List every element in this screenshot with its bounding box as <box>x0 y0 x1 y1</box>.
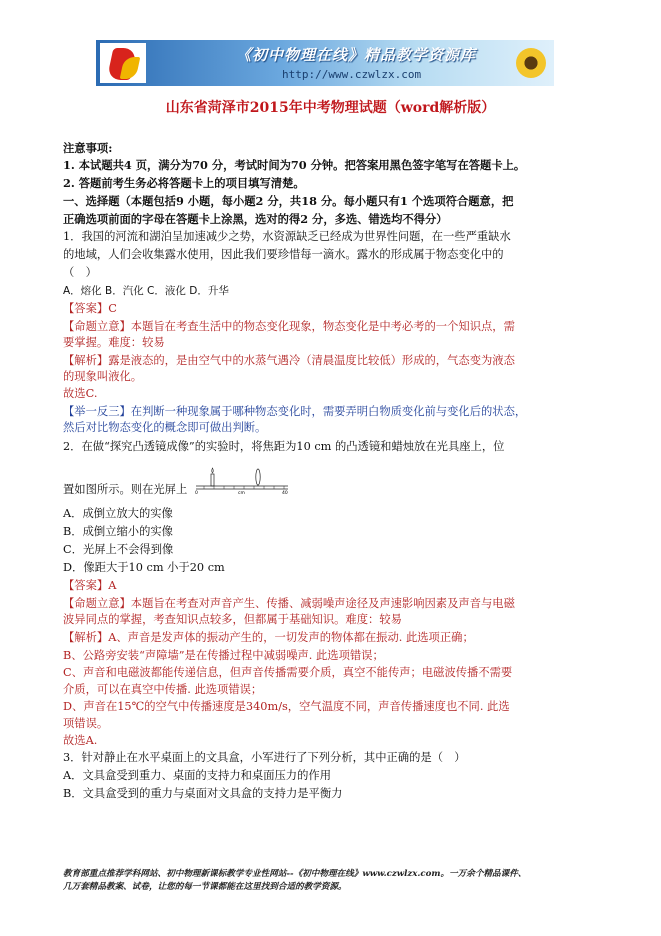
sunflower-icon <box>516 48 546 78</box>
option-b: B．成倒立缩小的实像 <box>63 525 173 538</box>
analysis-text: 的现象叫液化。 <box>63 370 143 383</box>
conclusion-text: 故选A. <box>63 734 98 747</box>
analysis-text: 项错误。 <box>63 717 109 730</box>
analysis-text: C、声音和电磁波都能传递信息，但声音传播需要介质，真空不能传声；电磁波传播不需要 <box>63 666 513 679</box>
question-stem: 3．针对静止在水平桌面上的文具盒，小军进行了下列分析，其中正确的是（ ） <box>63 751 466 764</box>
note-item: 1. 本试题共4 页，满分为70 分，考试时间为70 分钟。把答案用黑色签字笔写在答题卡上。 <box>63 158 526 172</box>
intent-text: 波异同点的掌握，考查知识点较多，但都属于基础知识。难度：较易 <box>63 613 402 626</box>
question-stem: （ ） <box>63 266 97 279</box>
option-d: D．像距大于10 cm 小于20 cm <box>63 561 225 574</box>
question-stem: 2．在做“探究凸透镜成像”的实验时，将焦距为10 cm 的凸透镜和蜡烛放在光具座上，位 <box>63 440 505 453</box>
answer-label: 【答案】C <box>63 302 117 315</box>
lens-icon <box>256 469 260 486</box>
extend-text: 然后对比物态变化的概念即可做出判断。 <box>63 421 267 434</box>
question-stem: 1．我国的河流和湖泊呈加速减少之势，水资源缺乏已经成为世界性问题，在一些严重缺水 <box>63 230 511 243</box>
intent-text: 【命题立意】本题旨在考查对声音产生、传播、减弱噪声途径及声速影响因素及声音与电磁 <box>63 597 515 610</box>
banner-title: 《初中物理在线》精品教学资源库 <box>236 46 477 64</box>
option-a: A．成倒立放大的实像 <box>63 507 173 520</box>
answer-label: 【答案】A <box>63 579 117 592</box>
footer-line: 几万套精品教案、试卷，让您的每一节课都能在这里找到合适的教学资源。 <box>63 882 347 892</box>
analysis-text: 介质，可以在真空中传播. 此选项错误； <box>63 683 263 696</box>
question-options: A．熔化 B．汽化 C．液化 D．升华 <box>63 285 229 297</box>
header-banner <box>96 40 554 86</box>
section-heading: 正确选项前面的字母在答题卡上涂黑，选对的得2 分，多选、错选均不得分） <box>63 212 448 226</box>
ruler-label: 0 <box>195 491 198 494</box>
question-stem: 的地域，人们会收集露水使用，因此我们要珍惜每一滴水。露水的形成属于物态变化中的 <box>63 248 504 261</box>
conclusion-text: 故选C. <box>63 387 98 400</box>
option-c: C．光屏上不会得到像 <box>63 543 174 556</box>
note-item: 2. 答题前考生务必将答题卡上的项目填写清楚。 <box>63 176 305 190</box>
section-heading: 一、选择题（本题包括9 小题，每小题2 分，共18 分。每小题只有1 个选项符合题意，把 <box>63 194 514 208</box>
site-logo <box>100 43 146 83</box>
analysis-text: 【解析】露是液态的，是由空气中的水蒸气遇冷（清晨温度比较低）形成的，气态变为液态 <box>63 354 515 367</box>
question-stem: 置如图所示。则在光屏上 <box>63 483 188 496</box>
page-footer <box>63 868 526 894</box>
analysis-text: 【解析】A、声音是发声体的振动产生的，一切发声的物体都在振动. 此选项正确； <box>63 631 474 644</box>
document-title: 山东省菏泽市2015年中考物理试题（word解析版） <box>165 100 496 116</box>
footer-line: 教育部重点推荐学科网站、初中物理新课标教学专业性网站--《初中物理在线》www.czwlzx.com。一万余个精品课件、 <box>63 869 527 879</box>
intent-text: 【命题立意】本题旨在考查生活中的物态变化现象，物态变化是中考必考的一个知识点，需 <box>63 320 515 333</box>
option-a: A．文具盒受到重力、桌面的支持力和桌面压力的作用 <box>63 769 331 782</box>
analysis-text: D、声音在15℃的空气中传播速度是340m/s，空气温度不同，声音传播速度也不同. 此选 <box>63 700 510 713</box>
candle-icon <box>211 468 214 486</box>
notes-heading: 注意事项: <box>63 141 113 155</box>
ruler-label: 40 <box>282 491 288 494</box>
banner-url: http://www.czwlzx.com <box>282 68 422 81</box>
analysis-text: B、公路旁安装“声障墙”是在传播过程中减弱噪声. 此选项错误； <box>63 649 384 662</box>
optical-bench-figure <box>194 466 290 494</box>
option-b: B．文具盒受到的重力与桌面对文具盒的支持力是平衡力 <box>63 787 343 800</box>
ruler-label: cm <box>238 491 245 494</box>
extend-text: 【举一反三】在判断一种现象属于哪种物态变化时，需要弄明白物质变化前与变化后的状态， <box>63 405 527 418</box>
intent-text: 要掌握。难度：较易 <box>63 336 165 349</box>
